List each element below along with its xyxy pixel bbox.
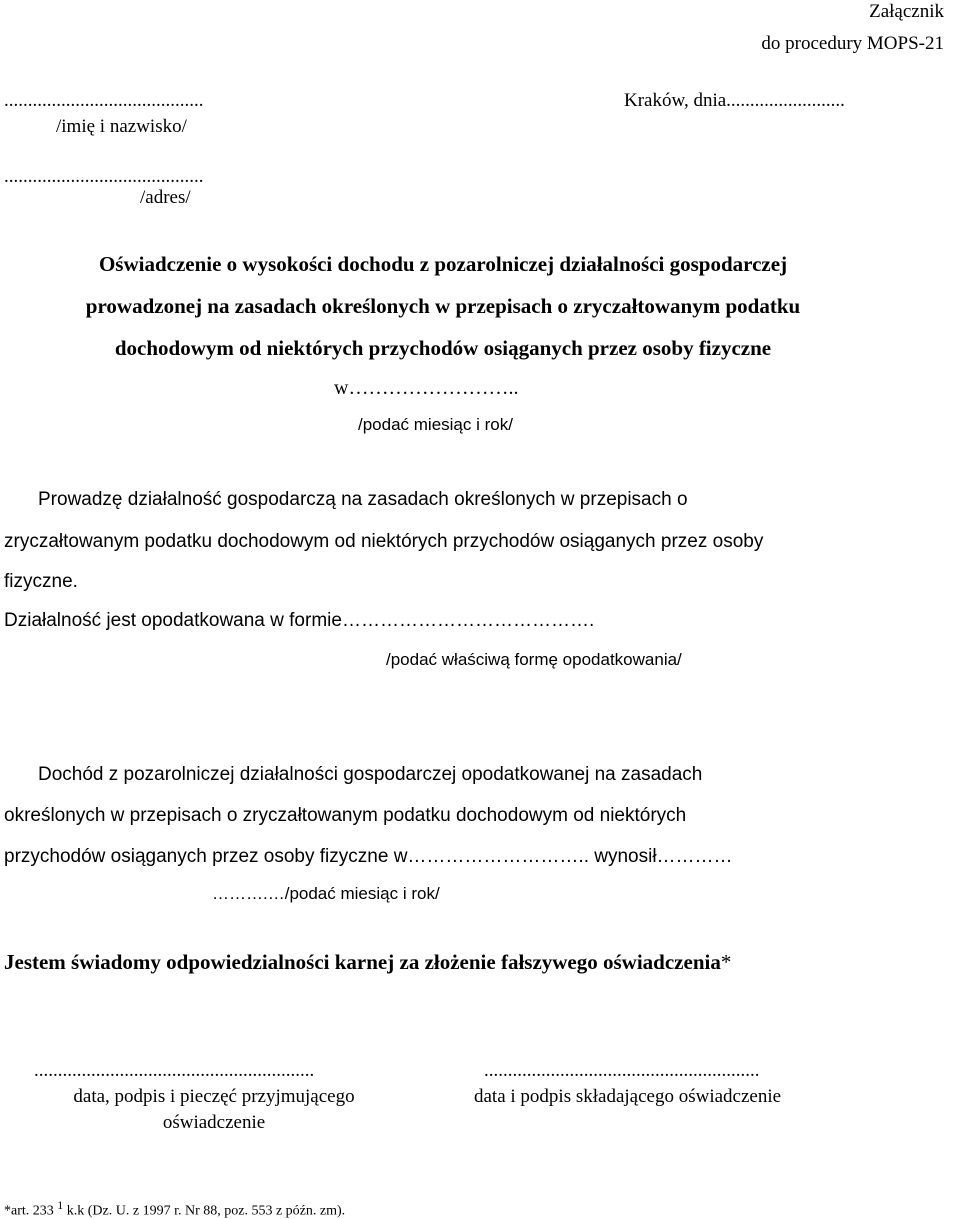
signature-right-dots: .......................................................... [484, 1060, 760, 1081]
section1-line-3: fizyczne. [4, 571, 78, 592]
title-month-field: w…………………….. [334, 377, 519, 399]
name-label: /imię i nazwisko/ [56, 116, 187, 137]
section2-line-2: określonych w przepisach o zryczałtowanym podatku dochodowym od niektórych [4, 805, 687, 826]
attachment-procedure: do procedury MOPS-21 [761, 33, 944, 54]
signature-left-label-1: data, podpis i pieczęć przyjmującego [73, 1086, 355, 1107]
section2-income-field: przychodów osiąganych przez osoby fizyczne w……………………….. wynosił………… [4, 846, 733, 867]
title-month-hint: /podać miesiąc i rok/ [358, 415, 513, 434]
footnote-superscript: 1 [57, 1198, 64, 1212]
footnote [4, 1199, 345, 1219]
address-label: /adres/ [140, 187, 191, 208]
signature-left-dots: ........................................................... [34, 1060, 315, 1081]
title-line-3: dochodowym od niektórych przychodów osiąganych przez osoby fizyczne [114, 336, 772, 360]
section1-tax-form-hint: /podać właściwą formę opodatkowania/ [386, 650, 682, 669]
section1-line-2: zryczałtowanym podatku dochodowym od niektórych przychodów osiąganych przez osoby [4, 531, 764, 552]
title-line-2: prowadzonej na zasadach określonych w przepisach o zryczałtowanym podatku [85, 294, 801, 318]
attachment-title: Załącznik [869, 1, 944, 22]
section2-month-hint: ……….…/podać miesiąc i rok/ [212, 884, 440, 903]
title-line-1: Oświadczenie o wysokości dochodu z pozarolniczej działalności gospodarczej [98, 252, 788, 276]
address-dots: .......................................... [4, 166, 204, 187]
declaration-text: Jestem świadomy odpowiedzialności karnej za złożenie fałszywego oświadczenia [4, 950, 721, 974]
section2-line-1: Dochód z pozarolniczej działalności gospodarczej opodatkowanej na zasadach [38, 764, 703, 785]
signature-left-label-2: oświadczenie [162, 1112, 266, 1133]
section1-tax-form-field: Działalność jest opodatkowana w formie…………………………………. [4, 610, 595, 631]
name-dots: .......................................... [4, 90, 204, 111]
declaration-asterisk: * [720, 950, 732, 974]
section1-line-1: Prowadzę działalność gospodarczą na zasadach określonych w przepisach o [38, 489, 688, 510]
footnote-prefix: *art. 233 [4, 1203, 58, 1219]
declaration [4, 952, 731, 973]
place-date: Kraków, dnia......................... [624, 90, 845, 111]
signature-right-label: data i podpis składającego oświadczenie [474, 1086, 782, 1107]
footnote-suffix: k.k (Dz. U. z 1997 r. Nr 88, poz. 553 z późn. zm). [63, 1203, 346, 1219]
